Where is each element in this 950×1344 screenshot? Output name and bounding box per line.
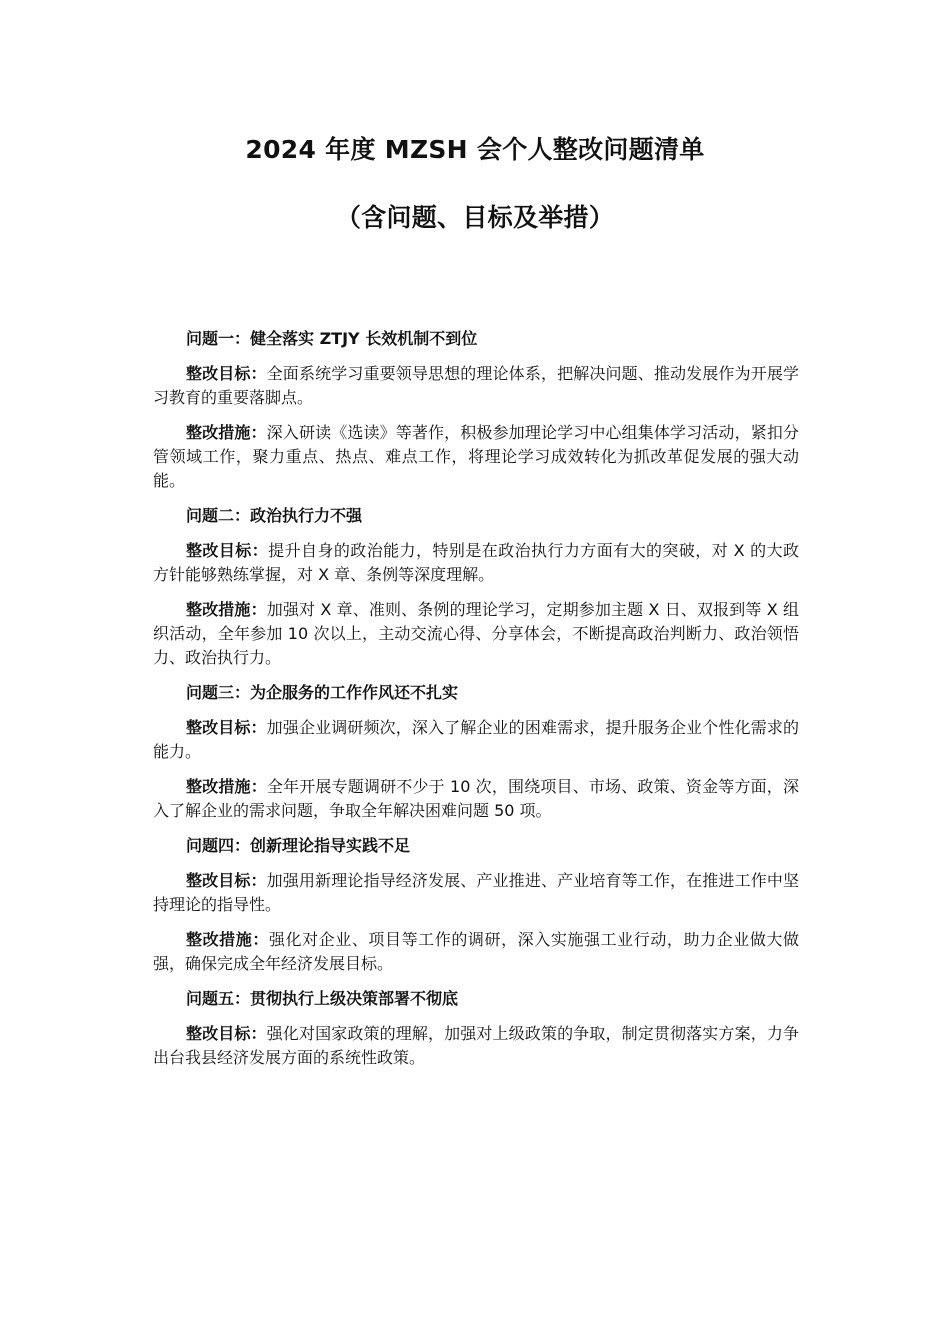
document-body xyxy=(153,327,799,1070)
measure-text: 加强对 X 章、准则、条例的理论学习，定期参加主题 X 日、双报到等 X 组织活动，全年参加 10 次以上，主动交流心得、分享体会，不断提高政治判断力、政治领悟力、政治执行力。 xyxy=(153,600,799,667)
problem-heading: 问题一：健全落实 ZTJY 长效机制不到位 xyxy=(186,329,478,348)
measure-label: 整改措施： xyxy=(186,423,267,442)
rectification-measure xyxy=(153,928,799,976)
rectification-goal xyxy=(153,539,799,587)
problem-heading: 问题二：政治执行力不强 xyxy=(186,506,363,525)
measure-text: 强化对企业、项目等工作的调研，深入实施强工业行动，助力企业做大做强，确保完成全年经济发展目标。 xyxy=(153,930,799,973)
document-subtitle: （含问题、目标及举措） xyxy=(335,203,615,232)
document-title: 2024 年度 MZSH 会个人整改问题清单 xyxy=(245,135,705,164)
measure-text: 深入研读《选读》等著作，积极参加理论学习中心组集体学习活动，紧扣分管领域工作，聚力重点、热点、难点工作，将理论学习成效转化为抓改革促发展的强大动能。 xyxy=(153,423,799,490)
goal-text: 加强用新理论指导经济发展、产业推进、产业培育等工作，在推进工作中坚持理论的指导性。 xyxy=(153,871,799,914)
rectification-goal xyxy=(153,362,799,410)
goal-label: 整改目标： xyxy=(186,1024,267,1043)
measure-label: 整改措施： xyxy=(186,600,267,619)
goal-label: 整改目标： xyxy=(186,871,267,890)
measure-text: 全年开展专题调研不少于 10 次，围绕项目、市场、政策、资金等方面，深入了解企业的需求问题，争取全年解决困难问题 50 项。 xyxy=(153,777,799,820)
measure-label: 整改措施： xyxy=(186,777,267,796)
goal-text: 强化对国家政策的理解，加强对上级政策的争取，制定贯彻落实方案，力争出台我县经济发展方面的系统性政策。 xyxy=(153,1024,799,1067)
rectification-measure xyxy=(153,598,799,670)
problem-heading: 问题五：贯彻执行上级决策部署不彻底 xyxy=(186,989,459,1008)
goal-label: 整改目标： xyxy=(186,364,267,383)
goal-label: 整改目标： xyxy=(186,541,269,560)
rectification-goal xyxy=(153,869,799,917)
problem-heading: 问题三：为企服务的工作作风还不扎实 xyxy=(186,683,459,702)
goal-text: 提升自身的政治能力，特别是在政治执行力方面有大的突破，对 X 的大政方针能够熟练掌握，对 X 章、条例等深度理解。 xyxy=(153,541,799,584)
problem-heading: 问题四：创新理论指导实践不足 xyxy=(186,836,411,855)
rectification-measure xyxy=(153,775,799,823)
rectification-measure xyxy=(153,421,799,493)
goal-text: 全面系统学习重要领导思想的理论体系，把解决问题、推动发展作为开展学习教育的重要落脚点。 xyxy=(153,364,799,407)
goal-text: 加强企业调研频次，深入了解企业的困难需求，提升服务企业个性化需求的能力。 xyxy=(153,718,799,761)
rectification-goal xyxy=(153,716,799,764)
measure-label: 整改措施： xyxy=(186,930,269,949)
goal-label: 整改目标： xyxy=(186,718,267,737)
rectification-goal xyxy=(153,1022,799,1070)
